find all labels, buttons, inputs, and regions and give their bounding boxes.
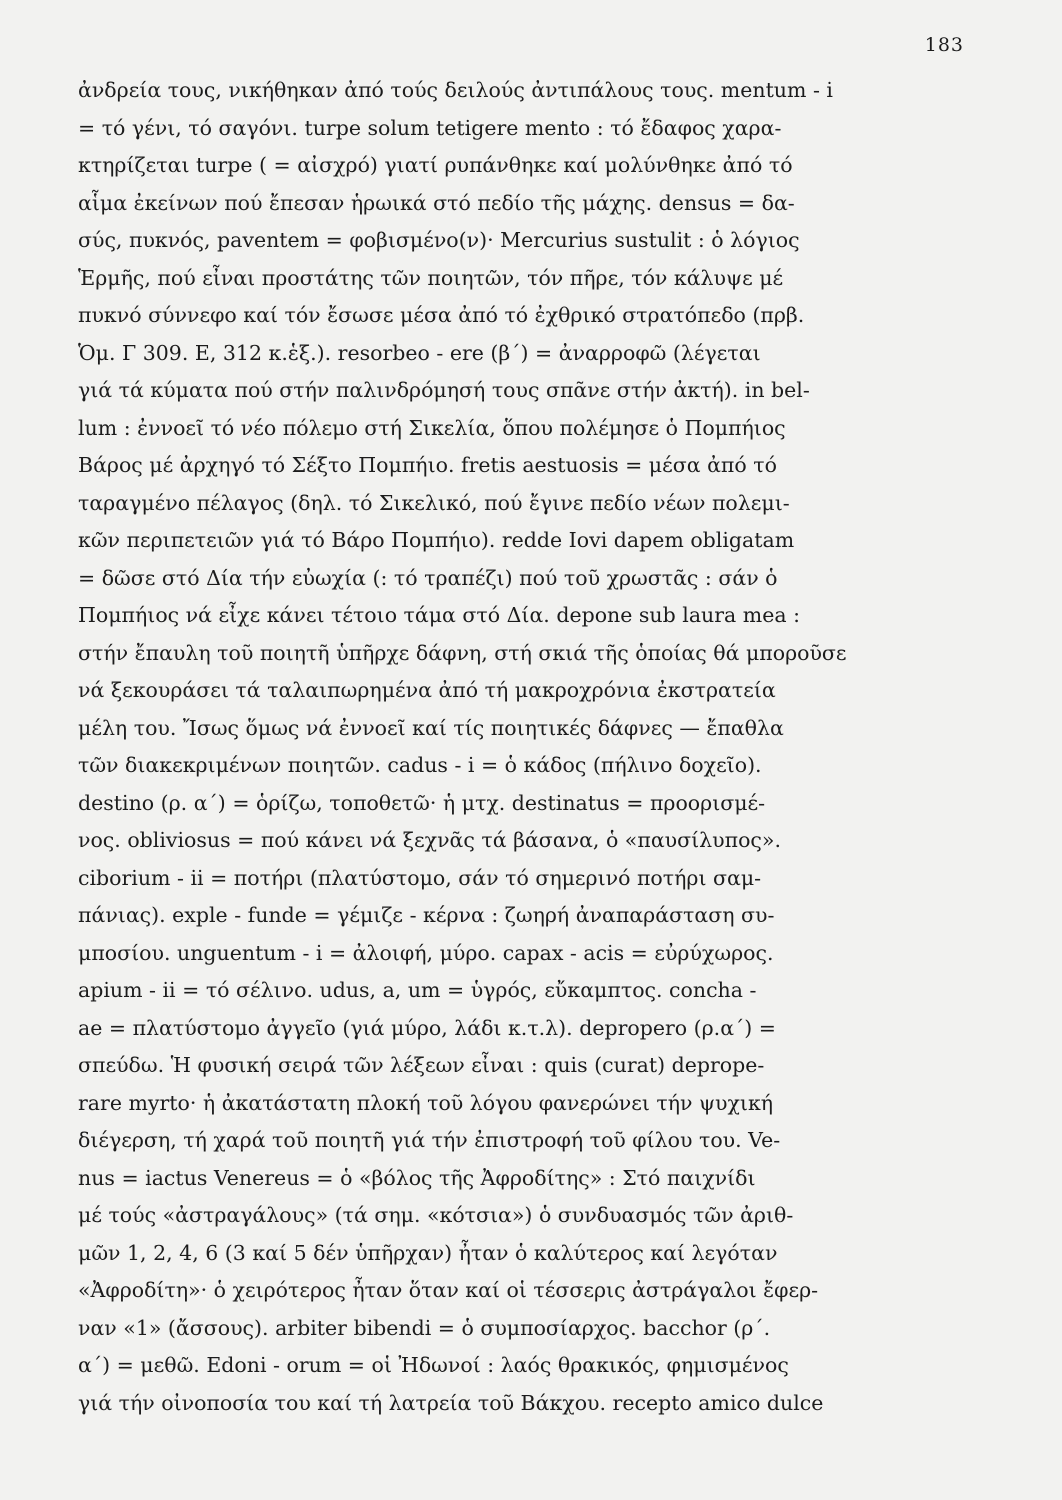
text-line: lum : ἐννοεῖ τό νέο πόλεμο στή Σικελία, ὅπου πολέμησε ὁ Πομπήιος — [78, 415, 786, 440]
text-line: νά ξεκουράσει τά ταλαιπωρημένα ἀπό τή μακροχρόνια ἐκστρατεία — [78, 678, 776, 702]
text-line: μῶν 1, 2, 4, 6 (3 καί 5 δέν ὑπῆρχαν) ἦταν ὁ καλύτερος καί λεγόταν — [78, 1240, 778, 1265]
text-line: α΄) = μεθῶ. Edoni - orum = οἱ Ἠδωνοί : λαός θρακικός, φημισμένος — [78, 1353, 789, 1377]
text-line: στήν ἔπαυλη τοῦ ποιητῆ ὑπῆρχε δάφνη, στή σκιά τῆς ὁποίας θά μποροῦσε — [78, 640, 847, 665]
text-line: «Ἀφροδίτη»· ὁ χειρότερος ἦταν ὅταν καί οἱ τέσσερις ἀστράγαλοι ἔφερ- — [78, 1278, 819, 1302]
text-line: νος. obliviosus = πού κάνει νά ξεχνᾶς τά βάσανα, ὁ «παυσίλυπος». — [78, 828, 781, 852]
text-line: rare myrto· ἡ ἀκατάστατη πλοκή τοῦ λόγου φανερώνει τήν ψυχική — [78, 1090, 774, 1115]
page-number: 183 — [924, 34, 964, 56]
text-line: κτηρίζεται turpe ( = αἰσχρό) γιατί ρυπάνθηκε καί μολύνθηκε ἀπό τό — [78, 153, 793, 177]
text-line: πυκνό σύννεφο καί τόν ἔσωσε μέσα ἀπό τό ἐχθρικό στρατόπεδο (πρβ. — [78, 303, 805, 327]
text-line: = δῶσε στό Δία τήν εὐωχία (: τό τραπέζι) πού τοῦ χρωστᾶς : σάν ὁ — [78, 565, 778, 590]
text-line: ναν «1» (ἄσσους). arbiter bibendi = ὁ συμποσίαρχος. bacchor (ρ΄. — [78, 1315, 771, 1340]
text-line: = τό γένι, τό σαγόνι. turpe solum tetigere mento : τό ἔδαφος χαρα- — [78, 115, 782, 140]
text-line: ταραγμένο πέλαγος (δηλ. τό Σικελικό, πού ἔγινε πεδίο νέων πολεμι- — [78, 490, 790, 515]
text-line: Ἑρμῆς, πού εἶναι προστάτης τῶν ποιητῶν, τόν πῆρε, τόν κάλυψε μέ — [78, 265, 784, 290]
text-line: αἷμα ἐκείνων πού ἔπεσαν ἡρωικά στό πεδίο τῆς μάχης. densus = δα- — [78, 190, 795, 215]
text-line: ae = πλατύστομο ἀγγεῖο (γιά μύρο, λάδι κ.τ.λ). depropero (ρ.α΄) = — [78, 1015, 776, 1040]
text-line: destino (ρ. α΄) = ὁρίζω, τοποθετῶ· ἡ μτχ. destinatus = προορισμέ- — [78, 790, 766, 815]
text-line: μποσίου. unguentum - i = ἀλοιφή, μύρο. capax - acis = εὐρύχωρος. — [78, 940, 774, 965]
text-line: μέ τούς «ἀστραγάλους» (τά σημ. «κότσια») ὁ συνδυασμός τῶν ἀριθ- — [78, 1203, 794, 1227]
text-line: Βάρος μέ ἀρχηγό τό Σέξτο Πομπήιο. fretis aestuosis = μέσα ἀπό τό — [78, 453, 777, 477]
text-line: μέλη του. Ἴσως ὅμως νά ἐννοεῖ καί τίς ποιητικές δάφνες — ἔπαθλα — [78, 715, 784, 740]
text-line: Πομπήιος νά εἶχε κάνει τέτοιο τάμα στό Δία. depone sub laura mea : — [78, 603, 800, 627]
text-line: σπεύδω. Ἡ φυσική σειρά τῶν λέξεων εἶναι : quis (curat) deprope- — [78, 1053, 765, 1077]
text-line: Ὁμ. Γ 309. Ε, 312 κ.ἑξ.). resorbeo - ere (β΄) = ἀναρροφῶ (λέγεται — [78, 340, 761, 365]
text-line: διέγερση, τή χαρά τοῦ ποιητῆ γιά τήν ἐπιστροφή τοῦ φίλου του. Ve- — [78, 1128, 781, 1152]
text-line: ἀνδρεία τους, νικήθηκαν ἀπό τούς δειλούς ἀντιπάλους τους. mentum - i — [78, 78, 833, 102]
text-line: σύς, πυκνός, paventem = φοβισμένο(ν)· Mercurius sustulit : ὁ λόγιος — [78, 228, 800, 252]
body-text — [78, 72, 938, 1422]
text-line: τῶν διακεκριμένων ποιητῶν. cadus - i = ὁ κάδος (πήλινο δοχεῖο). — [78, 753, 762, 777]
text-line: κῶν περιπετειῶν γιά τό Βάρο Πομπήιο). redde Iovi dapem obligatam — [78, 528, 795, 552]
text-line: nus = iactus Venereus = ὁ «βόλος τῆς Ἀφροδίτης» : Στό παιχνίδι — [78, 1165, 756, 1190]
text-line: ciborium - ii = ποτήρι (πλατύστομο, σάν τό σημερινό ποτήρι σαμ- — [78, 865, 762, 890]
text-line: apium - ii = τό σέλινο. udus, a, um = ὑγρός, εὔκαμπτος. concha - — [78, 978, 757, 1002]
text-line: γιά τά κύματα πού στήν παλινδρόμησή τους σπᾶνε στήν ἀκτή). in bel- — [78, 378, 810, 402]
text-line: γιά τήν οἰνοποσία του καί τή λατρεία τοῦ Βάκχου. recepto amico dulce — [78, 1390, 824, 1415]
text-line: πάνιας). exple - funde = γέμιζε - κέρνα : ζωηρή ἀναπαράσταση συ- — [78, 903, 775, 927]
